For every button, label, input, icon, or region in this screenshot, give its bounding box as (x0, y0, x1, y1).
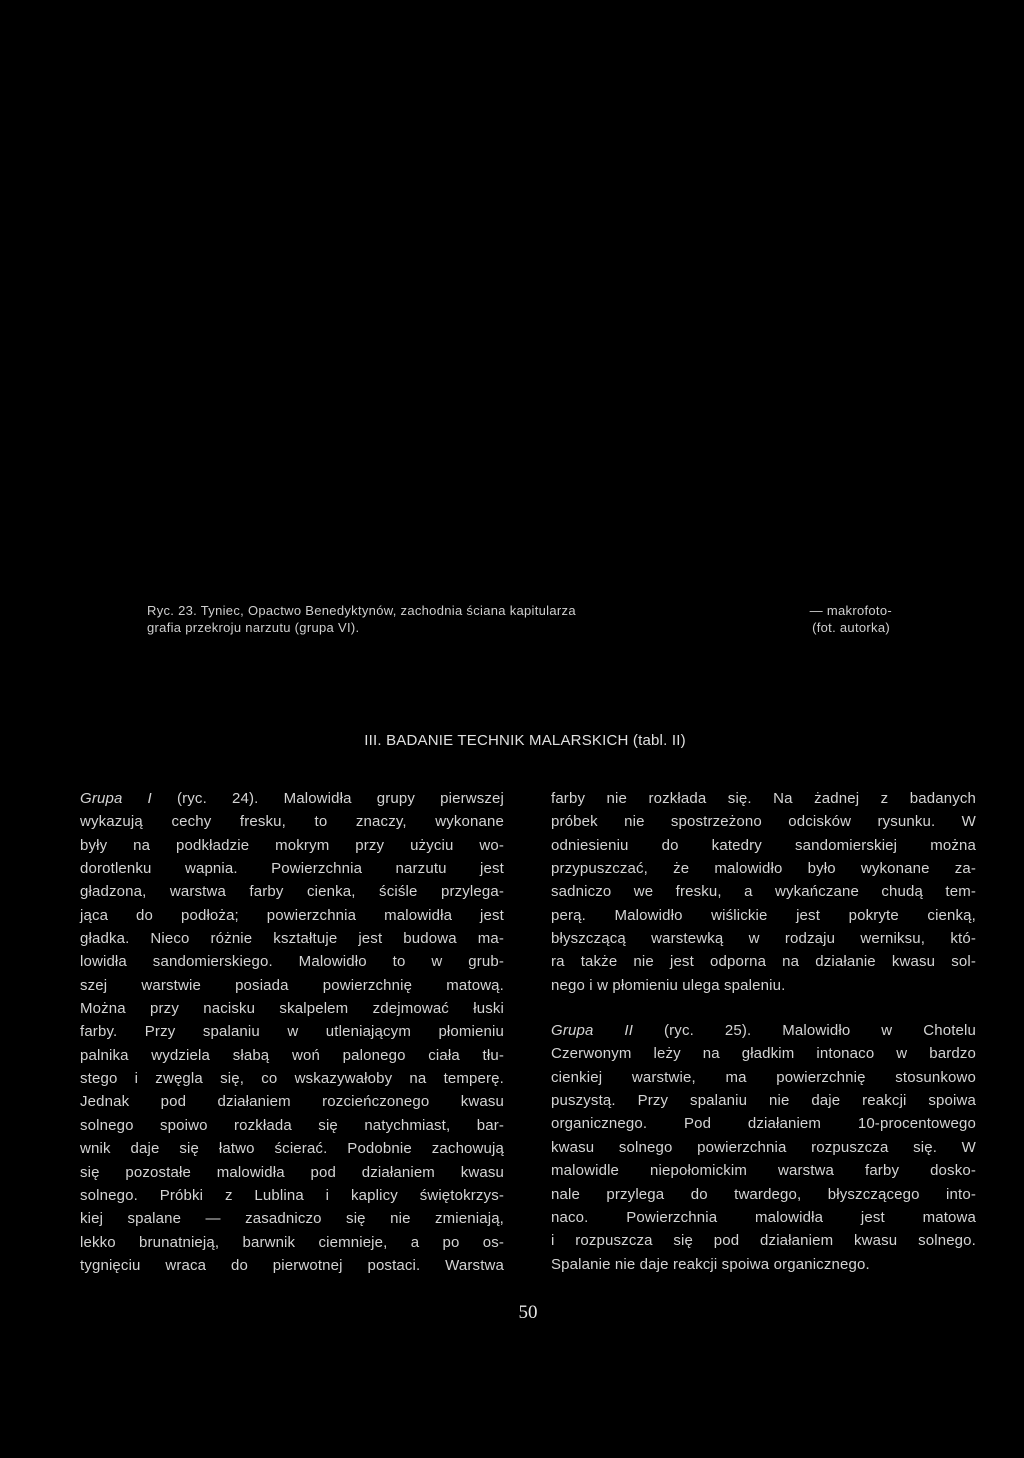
text-line: perą. Malowidło wiślickie jest pokryte cienką, (551, 906, 976, 924)
text-line: puszystą. Przy spalaniu nie daje reakcji spoiwa (551, 1092, 976, 1110)
group-label: Grupa I (80, 790, 152, 807)
text-line: lekko brunatnieją, barwnik ciemnieje, a po os- (80, 1233, 504, 1251)
text-line: farby nie rozkłada się. Na żadnej z badanych (551, 790, 976, 807)
caption-line (147, 602, 892, 619)
text-line: jąca do podłoża; powierzchnia malowidła jest (80, 906, 504, 924)
paragraph-gap (551, 997, 976, 1019)
text-line: malowidle niepołomickim warstwa farby dosko- (551, 1162, 976, 1180)
text-line (551, 1019, 976, 1042)
text-line: i rozpuszcza się pod działaniem kwasu solnego. (551, 1232, 976, 1250)
text-line: solnego spoiwo rozkłada się natychmiast, bar- (80, 1116, 504, 1134)
text-line (80, 787, 504, 810)
text-line: kiej spalane — zasadniczo się nie zmieniają, (80, 1210, 504, 1228)
left-column (80, 787, 504, 1277)
text-line: były na podkładzie mokrym przy użyciu wo- (80, 836, 504, 854)
text-line: tygnięciu wraca do pierwotnej postaci. Warstwa (80, 1256, 504, 1274)
text-line: naco. Powierzchnia malowidła jest matowa (551, 1208, 976, 1226)
text-run: (ryc. 24). Malowidła grupy pierwszej (151, 790, 504, 807)
text-line: sadniczo we fresku, a wykańczane chudą tem- (551, 883, 976, 901)
text-line: Można przy nacisku skalpelem zdejmować łuski (80, 1000, 504, 1018)
text-line: nale przylega do twardego, błyszczącego into- (551, 1185, 976, 1203)
figure-caption (147, 602, 892, 636)
text-line: Jednak pod działaniem rozcieńczonego kwasu (80, 1093, 504, 1111)
text-line: przypuszczać, że malowidło było wykonane za- (551, 860, 976, 878)
right-column (551, 787, 976, 1276)
caption-line (147, 619, 892, 636)
text-line: dorotlenku wapnia. Powierzchnia narzutu jest (80, 860, 504, 878)
text-line: Czerwonym leży na gładkim intonaco w bardzo (551, 1045, 976, 1063)
text-line: cienkiej warstwie, ma powierzchnię stosunkowo (551, 1068, 976, 1086)
text-line: palnika wydziela słabą woń palonego ciała tłu- (80, 1046, 504, 1064)
text-line: organicznego. Pod działaniem 10-procentowego (551, 1115, 976, 1133)
text-line: błyszczącą warstewką w rodzaju werniksu, któ- (551, 930, 976, 948)
figure-photo-area (0, 0, 1024, 590)
text-line: Spalanie nie daje reakcji spoiwa organicznego. (551, 1255, 870, 1273)
caption-text: grafia przekroju narzutu (grupa VI). (147, 620, 360, 635)
text-line: lowidła sandomierskiego. Malowidło to w grub- (80, 953, 504, 971)
text-line: próbek nie spostrzeżono odcisków rysunku. W (551, 813, 976, 831)
text-line: nego i w płomieniu ulega spaleniu. (551, 976, 786, 994)
page-number: 50 (518, 1302, 538, 1323)
caption-text: — makrofoto- (809, 603, 892, 618)
text-line: solnego. Próbki z Lublina i kaplicy świętokrzys- (80, 1186, 504, 1204)
text-line: farby. Przy spalaniu w utleniającym płomieniu (80, 1023, 504, 1041)
text-line: szej warstwie posiada powierzchnię matową. (80, 976, 504, 994)
caption-text: Ryc. 23. Tyniec, Opactwo Benedyktynów, zachodnia ściana kapitularza (147, 603, 576, 618)
text-line: stego i zwęgla się, co wskazywałoby na temperę. (80, 1070, 504, 1088)
group-label: Grupa II (551, 1022, 634, 1040)
text-line: się pozostałe malowidła pod działaniem kwasu (80, 1163, 504, 1181)
text-line: ra także nie jest odporna na działanie kwasu sol- (551, 953, 976, 971)
section-heading: III. BADANIE TECHNIK MALARSKICH (tabl. II) (364, 732, 686, 749)
text-run: (ryc. 25). Malowidło w Chotelu (633, 1022, 976, 1040)
text-line: wykazują cechy fresku, to znaczy, wykonane (80, 813, 504, 831)
photo-credit: (fot. autorka) (812, 620, 890, 635)
text-line: kwasu solnego powierzchnia rozpuszcza się. W (551, 1138, 976, 1156)
text-line: odniesieniu do katedry sandomierskiej można (551, 836, 976, 854)
text-line: gładzona, warstwa farby cienka, ściśle przylega- (80, 883, 504, 901)
text-line: wnik daje się łatwo ścierać. Podobnie zachowują (80, 1140, 504, 1158)
text-line: gładka. Nieco różnie kształtuje jest budowa ma- (80, 930, 504, 948)
